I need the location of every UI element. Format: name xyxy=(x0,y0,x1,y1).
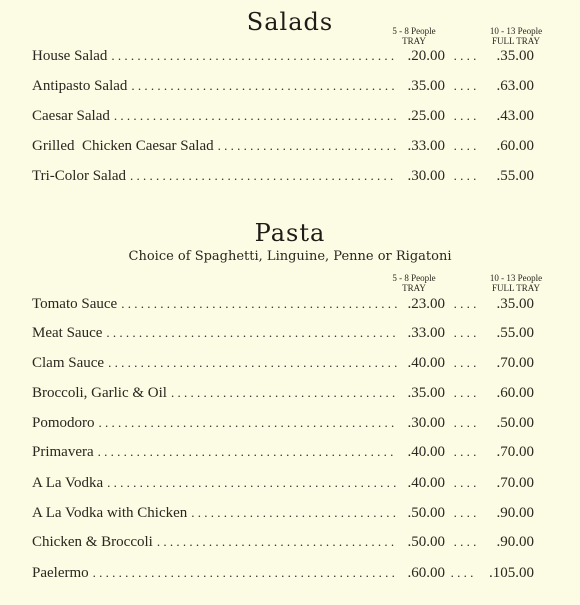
pasta-tray-header xyxy=(378,273,450,293)
item-name: Broccoli, Garlic & Oil xyxy=(32,385,167,401)
item-name: Grilled Chicken Caesar Salad xyxy=(32,138,214,154)
dot-leader xyxy=(107,475,397,491)
full-tray-price: .60.00 xyxy=(496,385,534,401)
pasta-tray-label: TRAY xyxy=(402,283,426,293)
pasta-full-tray-header xyxy=(476,273,556,293)
pasta-full-label: FULL TRAY xyxy=(492,283,540,293)
salads-tray-header xyxy=(378,26,450,46)
item-name: Tomato Sauce xyxy=(32,296,118,312)
tray-price: .50.00 xyxy=(407,534,445,550)
tray-price: .20.00 xyxy=(407,48,445,64)
salads-tray-label: TRAY xyxy=(402,36,426,46)
item-name: Paelermo xyxy=(32,565,89,581)
dot-leader: . . . . xyxy=(453,78,477,93)
full-tray-price: .105.00 xyxy=(489,565,534,581)
tray-price: .40.00 xyxy=(407,444,445,460)
item-name: Pomodoro xyxy=(32,415,95,431)
dot-leader: . . . . xyxy=(453,168,477,183)
full-tray-price: .60.00 xyxy=(496,138,534,154)
item-name: Meat Sauce xyxy=(32,325,103,341)
dot-leader xyxy=(99,415,397,431)
full-tray-price: .55.00 xyxy=(496,168,534,184)
dot-leader: . . . . xyxy=(453,296,477,311)
dot-leader: . . . . xyxy=(450,565,474,580)
dot-leader: . . . . xyxy=(453,385,477,400)
tray-price: .40.00 xyxy=(407,355,445,371)
menu-row xyxy=(32,355,534,375)
menu-row xyxy=(32,505,534,525)
full-tray-price: .50.00 xyxy=(496,415,534,431)
dot-leader xyxy=(93,565,397,581)
full-tray-price: .63.00 xyxy=(496,78,534,94)
item-name: Antipasto Salad xyxy=(32,78,128,94)
tray-price: .60.00 xyxy=(407,565,445,581)
tray-price: .35.00 xyxy=(407,385,445,401)
menu-row xyxy=(32,138,534,158)
full-tray-price: .35.00 xyxy=(496,296,534,312)
dot-leader: . . . . xyxy=(453,415,477,430)
full-tray-price: .35.00 xyxy=(496,48,534,64)
dot-leader: . . . . xyxy=(453,108,477,123)
dot-leader xyxy=(218,138,397,154)
dot-leader: . . . . xyxy=(453,48,477,63)
salads-full-tray-header xyxy=(476,26,556,46)
dot-leader xyxy=(121,296,397,312)
full-tray-price: .43.00 xyxy=(496,108,534,124)
full-tray-price: .55.00 xyxy=(496,325,534,341)
menu-row xyxy=(32,325,534,345)
dot-leader xyxy=(131,78,397,94)
menu-row xyxy=(32,48,534,68)
dot-leader: . . . . xyxy=(453,444,477,459)
full-tray-price: .70.00 xyxy=(496,475,534,491)
salads-full-people: 10 - 13 People xyxy=(489,26,543,36)
tray-price: .40.00 xyxy=(407,475,445,491)
dot-leader: . . . . xyxy=(453,534,477,549)
pasta-tray-people: 5 - 8 People xyxy=(392,273,436,283)
salads-tray-people: 5 - 8 People xyxy=(392,26,436,36)
item-name: Caesar Salad xyxy=(32,108,110,124)
full-tray-price: .90.00 xyxy=(496,534,534,550)
menu-row xyxy=(32,296,534,316)
menu-row xyxy=(32,444,534,464)
full-tray-price: .90.00 xyxy=(496,505,534,521)
menu-row xyxy=(32,168,534,188)
menu-row xyxy=(32,78,534,98)
item-name: House Salad xyxy=(32,48,108,64)
tray-price: .35.00 xyxy=(407,78,445,94)
menu-row xyxy=(32,415,534,435)
full-tray-price: .70.00 xyxy=(496,444,534,460)
dot-leader xyxy=(130,168,397,184)
dot-leader xyxy=(191,505,397,521)
item-name: Chicken & Broccoli xyxy=(32,534,153,550)
tray-price: .30.00 xyxy=(407,168,445,184)
pasta-full-people: 10 - 13 People xyxy=(489,273,543,283)
dot-leader: . . . . xyxy=(453,138,477,153)
menu-row xyxy=(32,534,534,554)
dot-leader xyxy=(98,444,397,460)
item-name: Primavera xyxy=(32,444,94,460)
menu-row xyxy=(32,565,534,585)
tray-price: .25.00 xyxy=(407,108,445,124)
pasta-title: Pasta xyxy=(254,219,326,247)
dot-leader: . . . . xyxy=(453,475,477,490)
tray-price: .33.00 xyxy=(407,138,445,154)
dot-leader xyxy=(108,355,397,371)
dot-leader xyxy=(114,108,397,124)
dot-leader xyxy=(157,534,397,550)
dot-leader: . . . . xyxy=(453,505,477,520)
salads-full-label: FULL TRAY xyxy=(492,36,540,46)
dot-leader xyxy=(111,48,397,64)
menu-row xyxy=(32,108,534,128)
dot-leader: . . . . xyxy=(453,325,477,340)
tray-price: .50.00 xyxy=(407,505,445,521)
dot-leader xyxy=(106,325,397,341)
full-tray-price: .70.00 xyxy=(496,355,534,371)
dot-leader: . . . . xyxy=(453,355,477,370)
tray-price: .33.00 xyxy=(407,325,445,341)
item-name: A La Vodka xyxy=(32,475,104,491)
dot-leader xyxy=(171,385,397,401)
item-name: Tri-Color Salad xyxy=(32,168,127,184)
menu-row xyxy=(32,475,534,495)
salads-title: Salads xyxy=(246,8,334,36)
tray-price: .30.00 xyxy=(407,415,445,431)
item-name: A La Vodka with Chicken xyxy=(32,505,188,521)
menu-row xyxy=(32,385,534,405)
tray-price: .23.00 xyxy=(407,296,445,312)
pasta-subtitle: Choice of Spaghetti, Linguine, Penne or Rigatoni xyxy=(128,249,452,264)
item-name: Clam Sauce xyxy=(32,355,105,371)
